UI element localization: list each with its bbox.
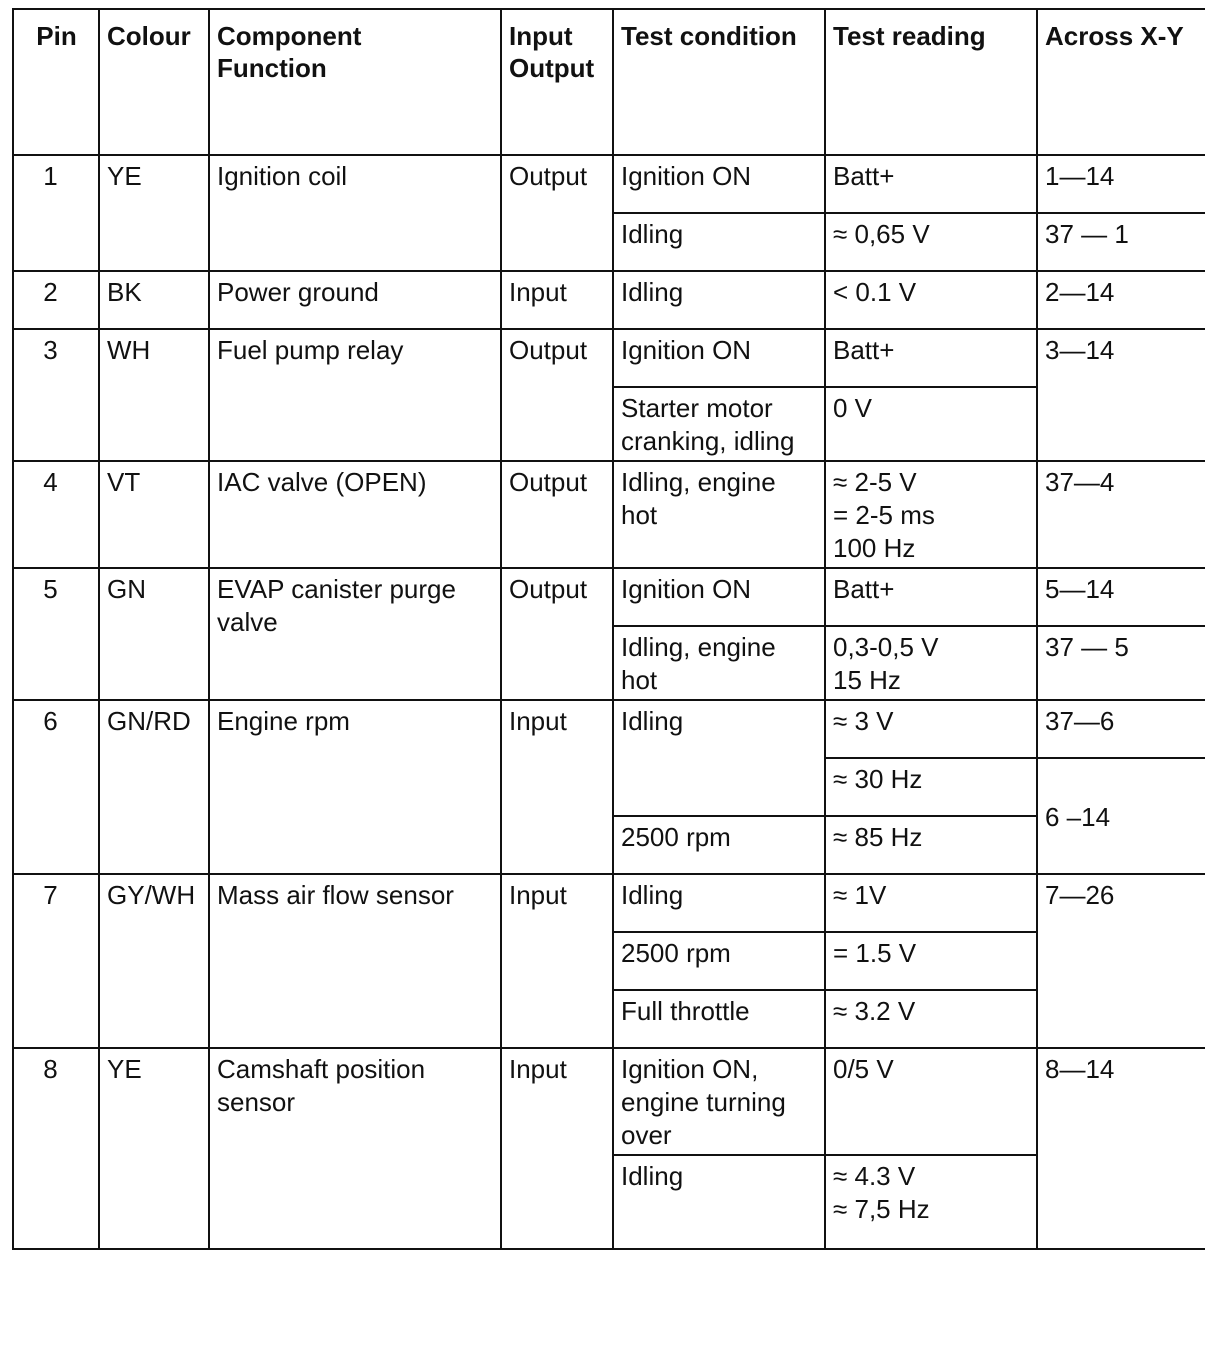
cell-colour: BK [99, 271, 209, 329]
table-row [13, 329, 1205, 387]
cell-across: 37 — 5 [1037, 626, 1205, 700]
cell-pin: 8 [13, 1048, 99, 1249]
cell-pin: 2 [13, 271, 99, 329]
cell-condition: Ignition ON [613, 329, 825, 387]
cell-across: 8—14 [1037, 1048, 1205, 1249]
cell-condition: Ignition ON [613, 155, 825, 213]
cell-reading: Batt+ [825, 155, 1037, 213]
header-input-output: Input Output [501, 9, 613, 155]
cell-colour: YE [99, 155, 209, 271]
cell-across: 37 — 1 [1037, 213, 1205, 271]
cell-reading: 0 V [825, 387, 1037, 461]
cell-reading: Batt+ [825, 329, 1037, 387]
cell-condition: Idling, engine hot [613, 626, 825, 700]
cell-reading: ≈ 4.3 V ≈ 7,5 Hz [825, 1155, 1037, 1249]
header-colour: Colour [99, 9, 209, 155]
cell-io: Output [501, 568, 613, 700]
cell-component: Power ground [209, 271, 501, 329]
cell-across: 3—14 [1037, 329, 1205, 461]
cell-component: Mass air flow sensor [209, 874, 501, 1048]
cell-colour: VT [99, 461, 209, 568]
cell-pin: 5 [13, 568, 99, 700]
cell-condition: Ignition ON, engine turning over [613, 1048, 825, 1155]
cell-reading: ≈ 3.2 V [825, 990, 1037, 1048]
cell-condition: 2500 rpm [613, 932, 825, 990]
cell-across: 5—14 [1037, 568, 1205, 626]
pinout-table-wrapper [12, 8, 1204, 1250]
table-row [13, 568, 1205, 626]
cell-across: 37—6 [1037, 700, 1205, 758]
cell-across: 6 –14 [1037, 758, 1205, 874]
header-component-function: Component Function [209, 9, 501, 155]
cell-colour: GY/WH [99, 874, 209, 1048]
cell-condition: Idling [613, 700, 825, 816]
cell-component: Ignition coil [209, 155, 501, 271]
table-row [13, 700, 1205, 758]
header-pin: Pin [13, 9, 99, 155]
table-header-row [13, 9, 1205, 155]
cell-io: Output [501, 329, 613, 461]
header-across-x-y: Across X-Y [1037, 9, 1205, 155]
cell-io: Output [501, 461, 613, 568]
cell-component: EVAP canister purge valve [209, 568, 501, 700]
cell-colour: GN [99, 568, 209, 700]
cell-reading: ≈ 3 V [825, 700, 1037, 758]
cell-condition: Idling [613, 874, 825, 932]
cell-io: Input [501, 1048, 613, 1249]
cell-condition: Ignition ON [613, 568, 825, 626]
table-row [13, 1048, 1205, 1155]
cell-reading: = 1.5 V [825, 932, 1037, 990]
cell-reading: 0/5 V [825, 1048, 1037, 1155]
cell-reading: ≈ 30 Hz [825, 758, 1037, 816]
cell-condition: Full throttle [613, 990, 825, 1048]
cell-condition: Idling [613, 271, 825, 329]
table-row [13, 271, 1205, 329]
cell-io: Input [501, 874, 613, 1048]
cell-pin: 4 [13, 461, 99, 568]
ecu-pinout-table [12, 8, 1205, 1250]
cell-colour: GN/RD [99, 700, 209, 874]
cell-component: Engine rpm [209, 700, 501, 874]
header-test-reading: Test reading [825, 9, 1037, 155]
cell-io: Input [501, 700, 613, 874]
cell-condition: Idling [613, 1155, 825, 1249]
cell-reading: ≈ 0,65 V [825, 213, 1037, 271]
cell-io: Input [501, 271, 613, 329]
cell-condition: Idling, engine hot [613, 461, 825, 568]
cell-across: 7—26 [1037, 874, 1205, 1048]
cell-pin: 3 [13, 329, 99, 461]
cell-reading: ≈ 1V [825, 874, 1037, 932]
cell-reading: ≈ 2-5 V = 2-5 ms 100 Hz [825, 461, 1037, 568]
cell-io: Output [501, 155, 613, 271]
cell-reading: ≈ 85 Hz [825, 816, 1037, 874]
table-row [13, 155, 1205, 213]
cell-across: 37—4 [1037, 461, 1205, 568]
cell-pin: 1 [13, 155, 99, 271]
cell-component: Fuel pump relay [209, 329, 501, 461]
table-row [13, 874, 1205, 932]
cell-component: Camshaft position sensor [209, 1048, 501, 1249]
cell-reading: < 0.1 V [825, 271, 1037, 329]
cell-colour: YE [99, 1048, 209, 1249]
cell-pin: 7 [13, 874, 99, 1048]
cell-reading: 0,3-0,5 V 15 Hz [825, 626, 1037, 700]
header-test-condition: Test condition [613, 9, 825, 155]
cell-colour: WH [99, 329, 209, 461]
cell-pin: 6 [13, 700, 99, 874]
cell-across: 2—14 [1037, 271, 1205, 329]
cell-reading: Batt+ [825, 568, 1037, 626]
table-row [13, 461, 1205, 568]
cell-condition: Idling [613, 213, 825, 271]
cell-condition: 2500 rpm [613, 816, 825, 874]
cell-component: IAC valve (OPEN) [209, 461, 501, 568]
cell-across: 1—14 [1037, 155, 1205, 213]
cell-condition: Starter motor cranking, idling [613, 387, 825, 461]
